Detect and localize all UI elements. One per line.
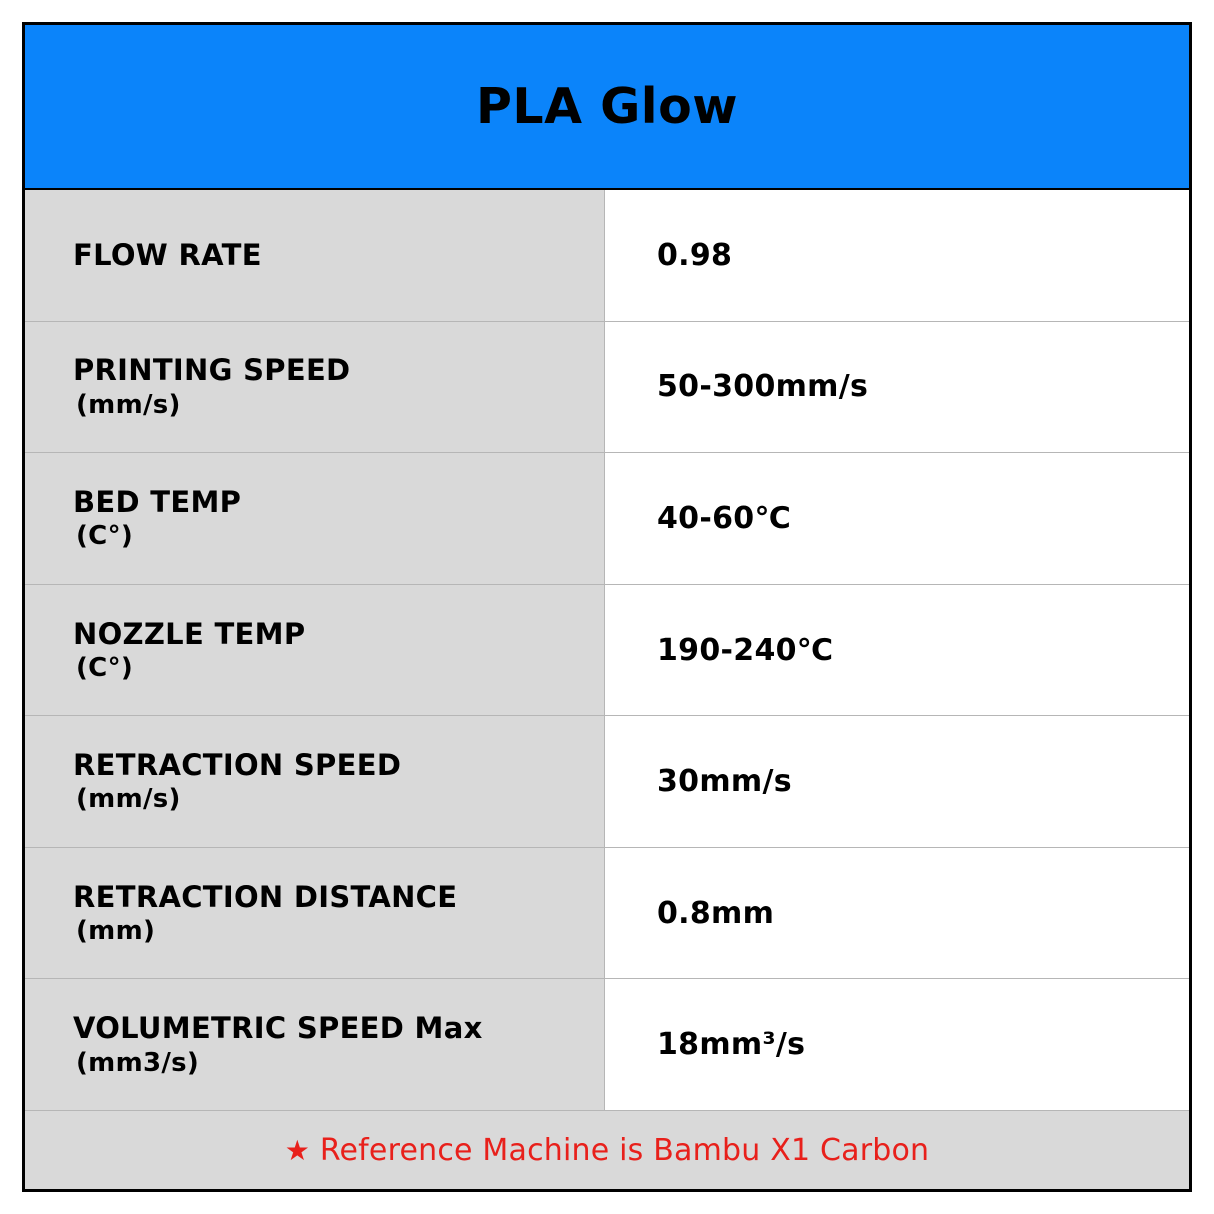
spec-label-text: VOLUMETRIC SPEED Max [73, 1011, 483, 1046]
spec-value-cell: 190-240℃ [605, 585, 1189, 716]
table-row [25, 716, 1189, 848]
table-row [25, 848, 1189, 980]
spec-label-text: PRINTING SPEED [73, 353, 351, 388]
spec-value-cell: 30mm/s [605, 716, 1189, 847]
spec-label-cell [25, 190, 605, 321]
spec-label-cell [25, 585, 605, 716]
spec-label-text: RETRACTION DISTANCE [73, 879, 458, 914]
spec-label-unit: (C°) [76, 652, 134, 683]
spec-label-unit: (mm/s) [76, 389, 181, 420]
spec-label-unit: (C°) [76, 521, 134, 552]
table-row [25, 190, 1189, 322]
spec-value-cell: 0.98 [605, 190, 1189, 321]
spec-label-unit: (mm3/s) [76, 1047, 200, 1078]
table-row [25, 979, 1189, 1110]
spec-label-cell [25, 322, 605, 453]
table-row [25, 585, 1189, 717]
spec-label-cell [25, 716, 605, 847]
table-row [25, 322, 1189, 454]
spec-table [25, 188, 1189, 1110]
spec-label-unit: (mm/s) [76, 784, 181, 815]
spec-label-unit: (mm) [76, 916, 156, 947]
spec-label-text: BED TEMP [73, 485, 242, 520]
star-icon: ★ [284, 1134, 310, 1167]
table-row [25, 453, 1189, 585]
spec-label-text: FLOW RATE [73, 238, 262, 273]
page-title: PLA Glow [475, 78, 739, 135]
spec-value-cell: 0.8mm [605, 848, 1189, 979]
spec-label-cell [25, 979, 605, 1110]
spec-label-cell [25, 848, 605, 979]
spec-card [22, 22, 1192, 1192]
footer-note [25, 1110, 1189, 1189]
spec-value-cell: 50-300mm/s [605, 322, 1189, 453]
spec-label-text: NOZZLE TEMP [73, 616, 306, 651]
spec-value-cell: 18mm³/s [605, 979, 1189, 1110]
card-header [25, 25, 1189, 188]
spec-label-cell [25, 453, 605, 584]
footer-note-text: Reference Machine is Bambu X1 Carbon [319, 1132, 930, 1168]
spec-value-cell: 40-60℃ [605, 453, 1189, 584]
spec-label-text: RETRACTION SPEED [73, 748, 402, 783]
